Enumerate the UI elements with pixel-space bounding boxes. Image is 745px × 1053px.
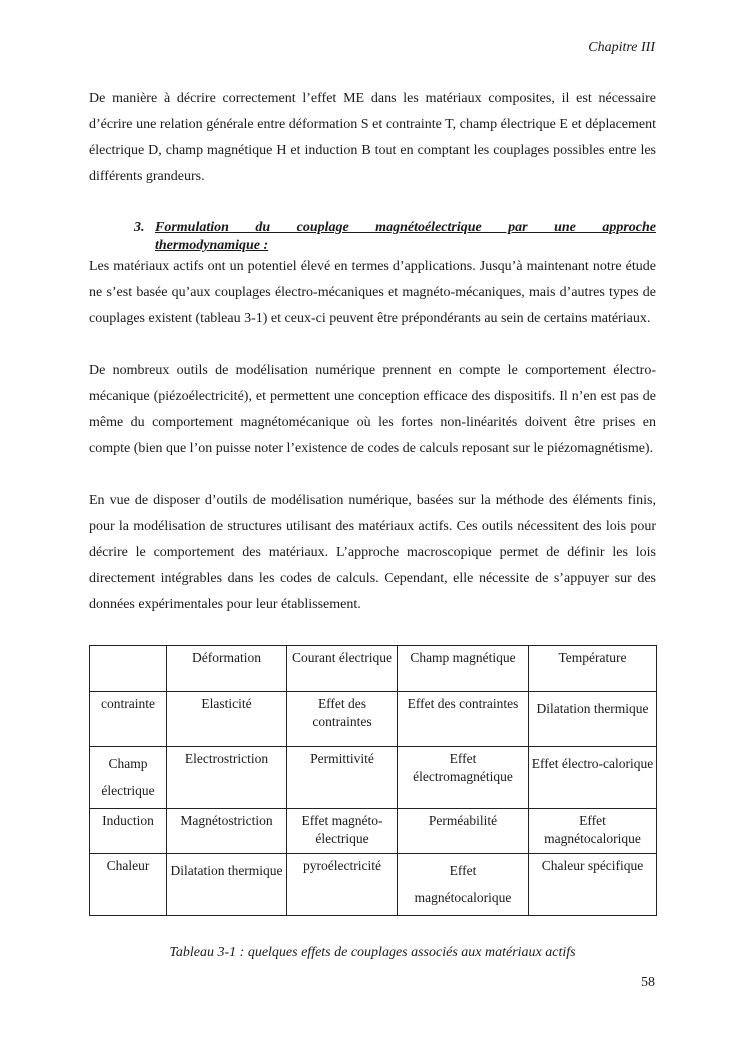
table-row [90, 854, 657, 916]
table-cell: Effet des contraintes [287, 692, 398, 747]
intro-paragraph: De manière à décrire correctement l’effet ME dans les matériaux composites, il est nécessaire d’écrire une relation générale entre déformation S et contrainte T, champ électrique E et déplacement électrique D, champ magnétique H et induction B tout en comptant les couplages possibles entre les différents grandeurs. [89, 91, 656, 184]
paragraph-actifs: Les matériaux actifs ont un potentiel élevé en termes d’applications. Jusqu’à maintenant notre étude ne s’est basée qu’aux couplages électro-mécaniques et magnéto-mécaniques, mais d’autres types de couplages existent (tableau 3-1) et ceux-ci peuvent être prépondérants au sein de certains matériaux. [89, 259, 656, 326]
table-header-cell: Champ magnétique [398, 646, 529, 692]
table-cell: Effet des contraintes [398, 692, 529, 747]
table-row [90, 692, 657, 747]
page-number: 58 [641, 975, 655, 990]
table-cell: Dilatation thermique [167, 854, 287, 916]
table-cell: Elasticité [167, 692, 287, 747]
table-row-label: Induction [90, 809, 167, 854]
table-cell: Magnétostriction [167, 809, 287, 854]
coupling-effects-table [89, 645, 657, 916]
table-row [90, 747, 657, 809]
table-row-label: contrainte [90, 692, 167, 747]
section-title-line2: thermodynamique : [155, 238, 269, 253]
table-cell: Effet magnétocalorique [529, 809, 657, 854]
table-cell: Permittivité [287, 747, 398, 809]
table-cell: Effet électro-calorique [529, 747, 657, 809]
table-header-cell [90, 646, 167, 692]
table-cell: Chaleur spécifique [529, 854, 657, 916]
table-cell: Effet magnétocalorique [398, 854, 529, 916]
paragraph-outils: De nombreux outils de modélisation numérique prennent en compte le comportement électro-mécanique (piézoélectricité), et permettent une conception efficace des dispositifs. Il n’en est pas de même du comportement magnétomécanique où les fortes non-linéarités doivent être prises en compte (bien que l’on puisse noter l’existence de codes de calculs reposant sur le piézomagnétisme). [89, 363, 656, 456]
table-cell: Effet magnéto-électrique [287, 809, 398, 854]
table-row [90, 809, 657, 854]
paragraph-elements-finis: En vue de disposer d’outils de modélisation numérique, basées sur la méthode des éléments finis, pour la modélisation de structures utilisant des matériaux actifs. Ces outils nécessitent des lois pour décrire le comportement des matériaux. L’approche macroscopique permet de définir les lois directement intégrables dans les codes de calculs. Cependant, elle nécessite de s’appuyer sur des données expérimentales pour leur établissement. [89, 493, 656, 612]
chapter-header: Chapitre III [588, 40, 655, 55]
table-caption: Tableau 3-1 : quelques effets de couplages associés aux matériaux actifs [169, 945, 576, 960]
table-header-row [90, 646, 657, 692]
table-header-cell: Température [529, 646, 657, 692]
section-number: 3. [134, 220, 145, 235]
table-header-cell: Courant électrique [287, 646, 398, 692]
table-cell: Dilatation thermique [529, 692, 657, 747]
table-cell: Perméabilité [398, 809, 529, 854]
table-cell: Effet électromagnétique [398, 747, 529, 809]
table-row-label: Chaleur [90, 854, 167, 916]
section-heading [134, 219, 656, 255]
table-cell: Electrostriction [167, 747, 287, 809]
table-header-cell: Déformation [167, 646, 287, 692]
table-row-label: Champ électrique [90, 747, 167, 809]
section-title-line1: Formulation du couplage magnétoélectrique par une approche [155, 220, 656, 235]
table-cell: pyroélectricité [287, 854, 398, 916]
